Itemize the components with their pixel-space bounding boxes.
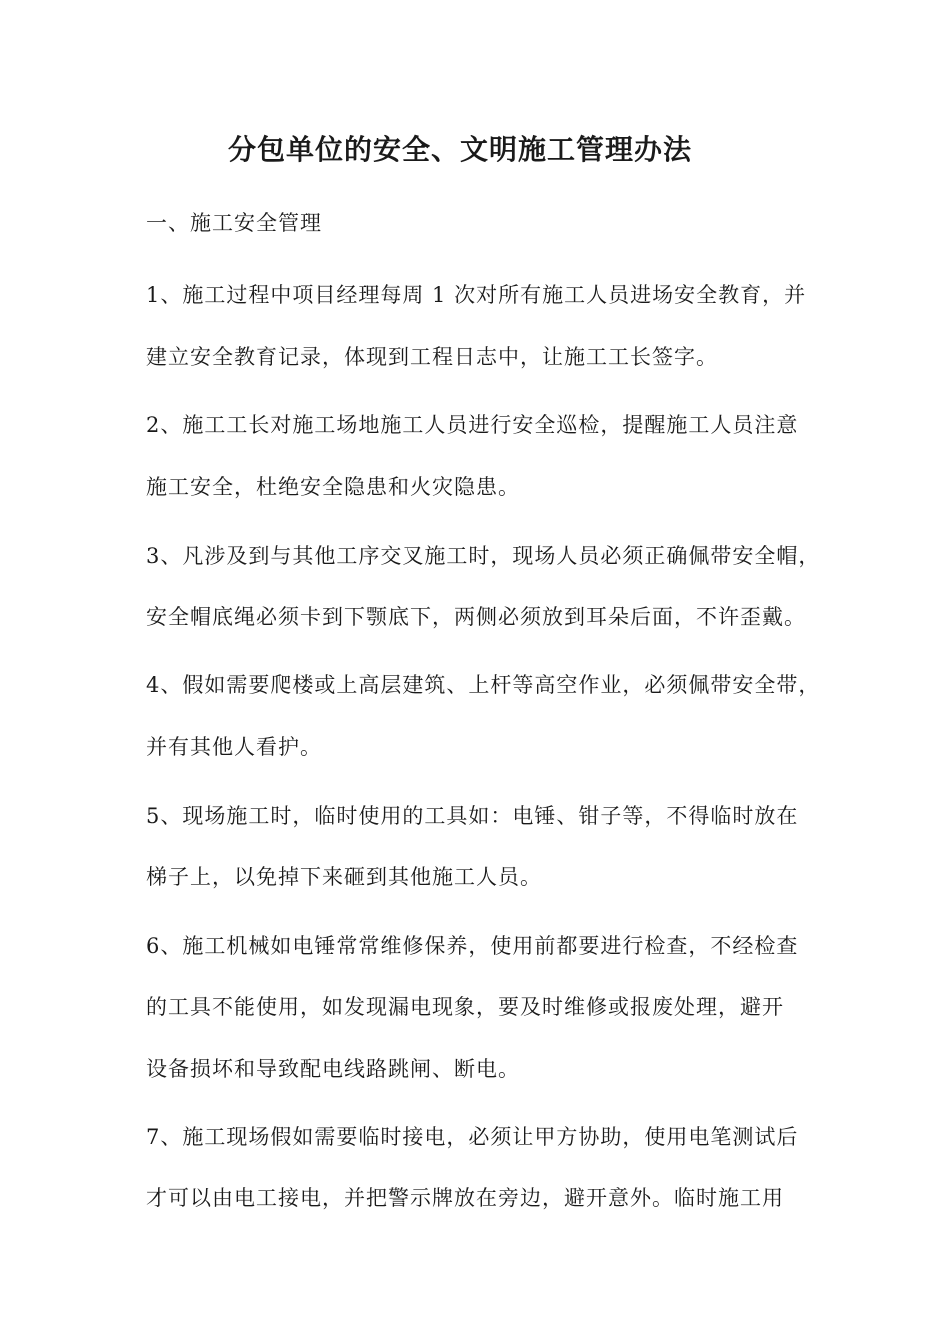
paragraph-line: 并有其他人看护。: [146, 735, 322, 759]
paragraph-line: 才可以由电工接电，并把警示牌放在旁边，避开意外。临时施工用: [146, 1186, 784, 1210]
paragraph-line: 设备损坏和导致配电线路跳闸、断电。: [146, 1057, 520, 1081]
paragraph-line: 7、施工现场假如需要临时接电，必须让甲方协助，使用电笔测试后: [146, 1125, 799, 1149]
paragraph-line: 5、现场施工时，临时使用的工具如：电锤、钳子等，不得临时放在: [146, 804, 799, 828]
section-heading: 一、施工安全管理: [146, 211, 322, 235]
paragraph-line: 4、假如需要爬楼或上高层建筑、上杆等高空作业，必须佩带安全带，: [146, 673, 821, 697]
paragraph-line: 安全帽底绳必须卡到下颚底下，两侧必须放到耳朵后面，不许歪戴。: [146, 605, 806, 629]
paragraph-line: 梯子上，以免掉下来砸到其他施工人员。: [146, 865, 542, 889]
paragraph-line: 施工安全，杜绝安全隐患和火灾隐患。: [146, 475, 520, 499]
paragraph-line: 建立安全教育记录，体现到工程日志中，让施工工长签字。: [146, 345, 718, 369]
document-title: 分包单位的安全、文明施工管理办法: [227, 133, 692, 166]
paragraph-line: 2、施工工长对施工场地施工人员进行安全巡检，提醒施工人员注意: [146, 413, 799, 437]
paragraph-line: 的工具不能使用，如发现漏电现象，要及时维修或报废处理，避开: [146, 995, 784, 1019]
paragraph-line: 3、凡涉及到与其他工序交叉施工时，现场人员必须正确佩带安全帽，: [146, 544, 821, 568]
paragraph-line: 6、施工机械如电锤常常维修保养，使用前都要进行检查，不经检查: [146, 934, 799, 958]
paragraph-line: 1、施工过程中项目经理每周 1 次对所有施工人员进场安全教育，并: [146, 283, 807, 307]
